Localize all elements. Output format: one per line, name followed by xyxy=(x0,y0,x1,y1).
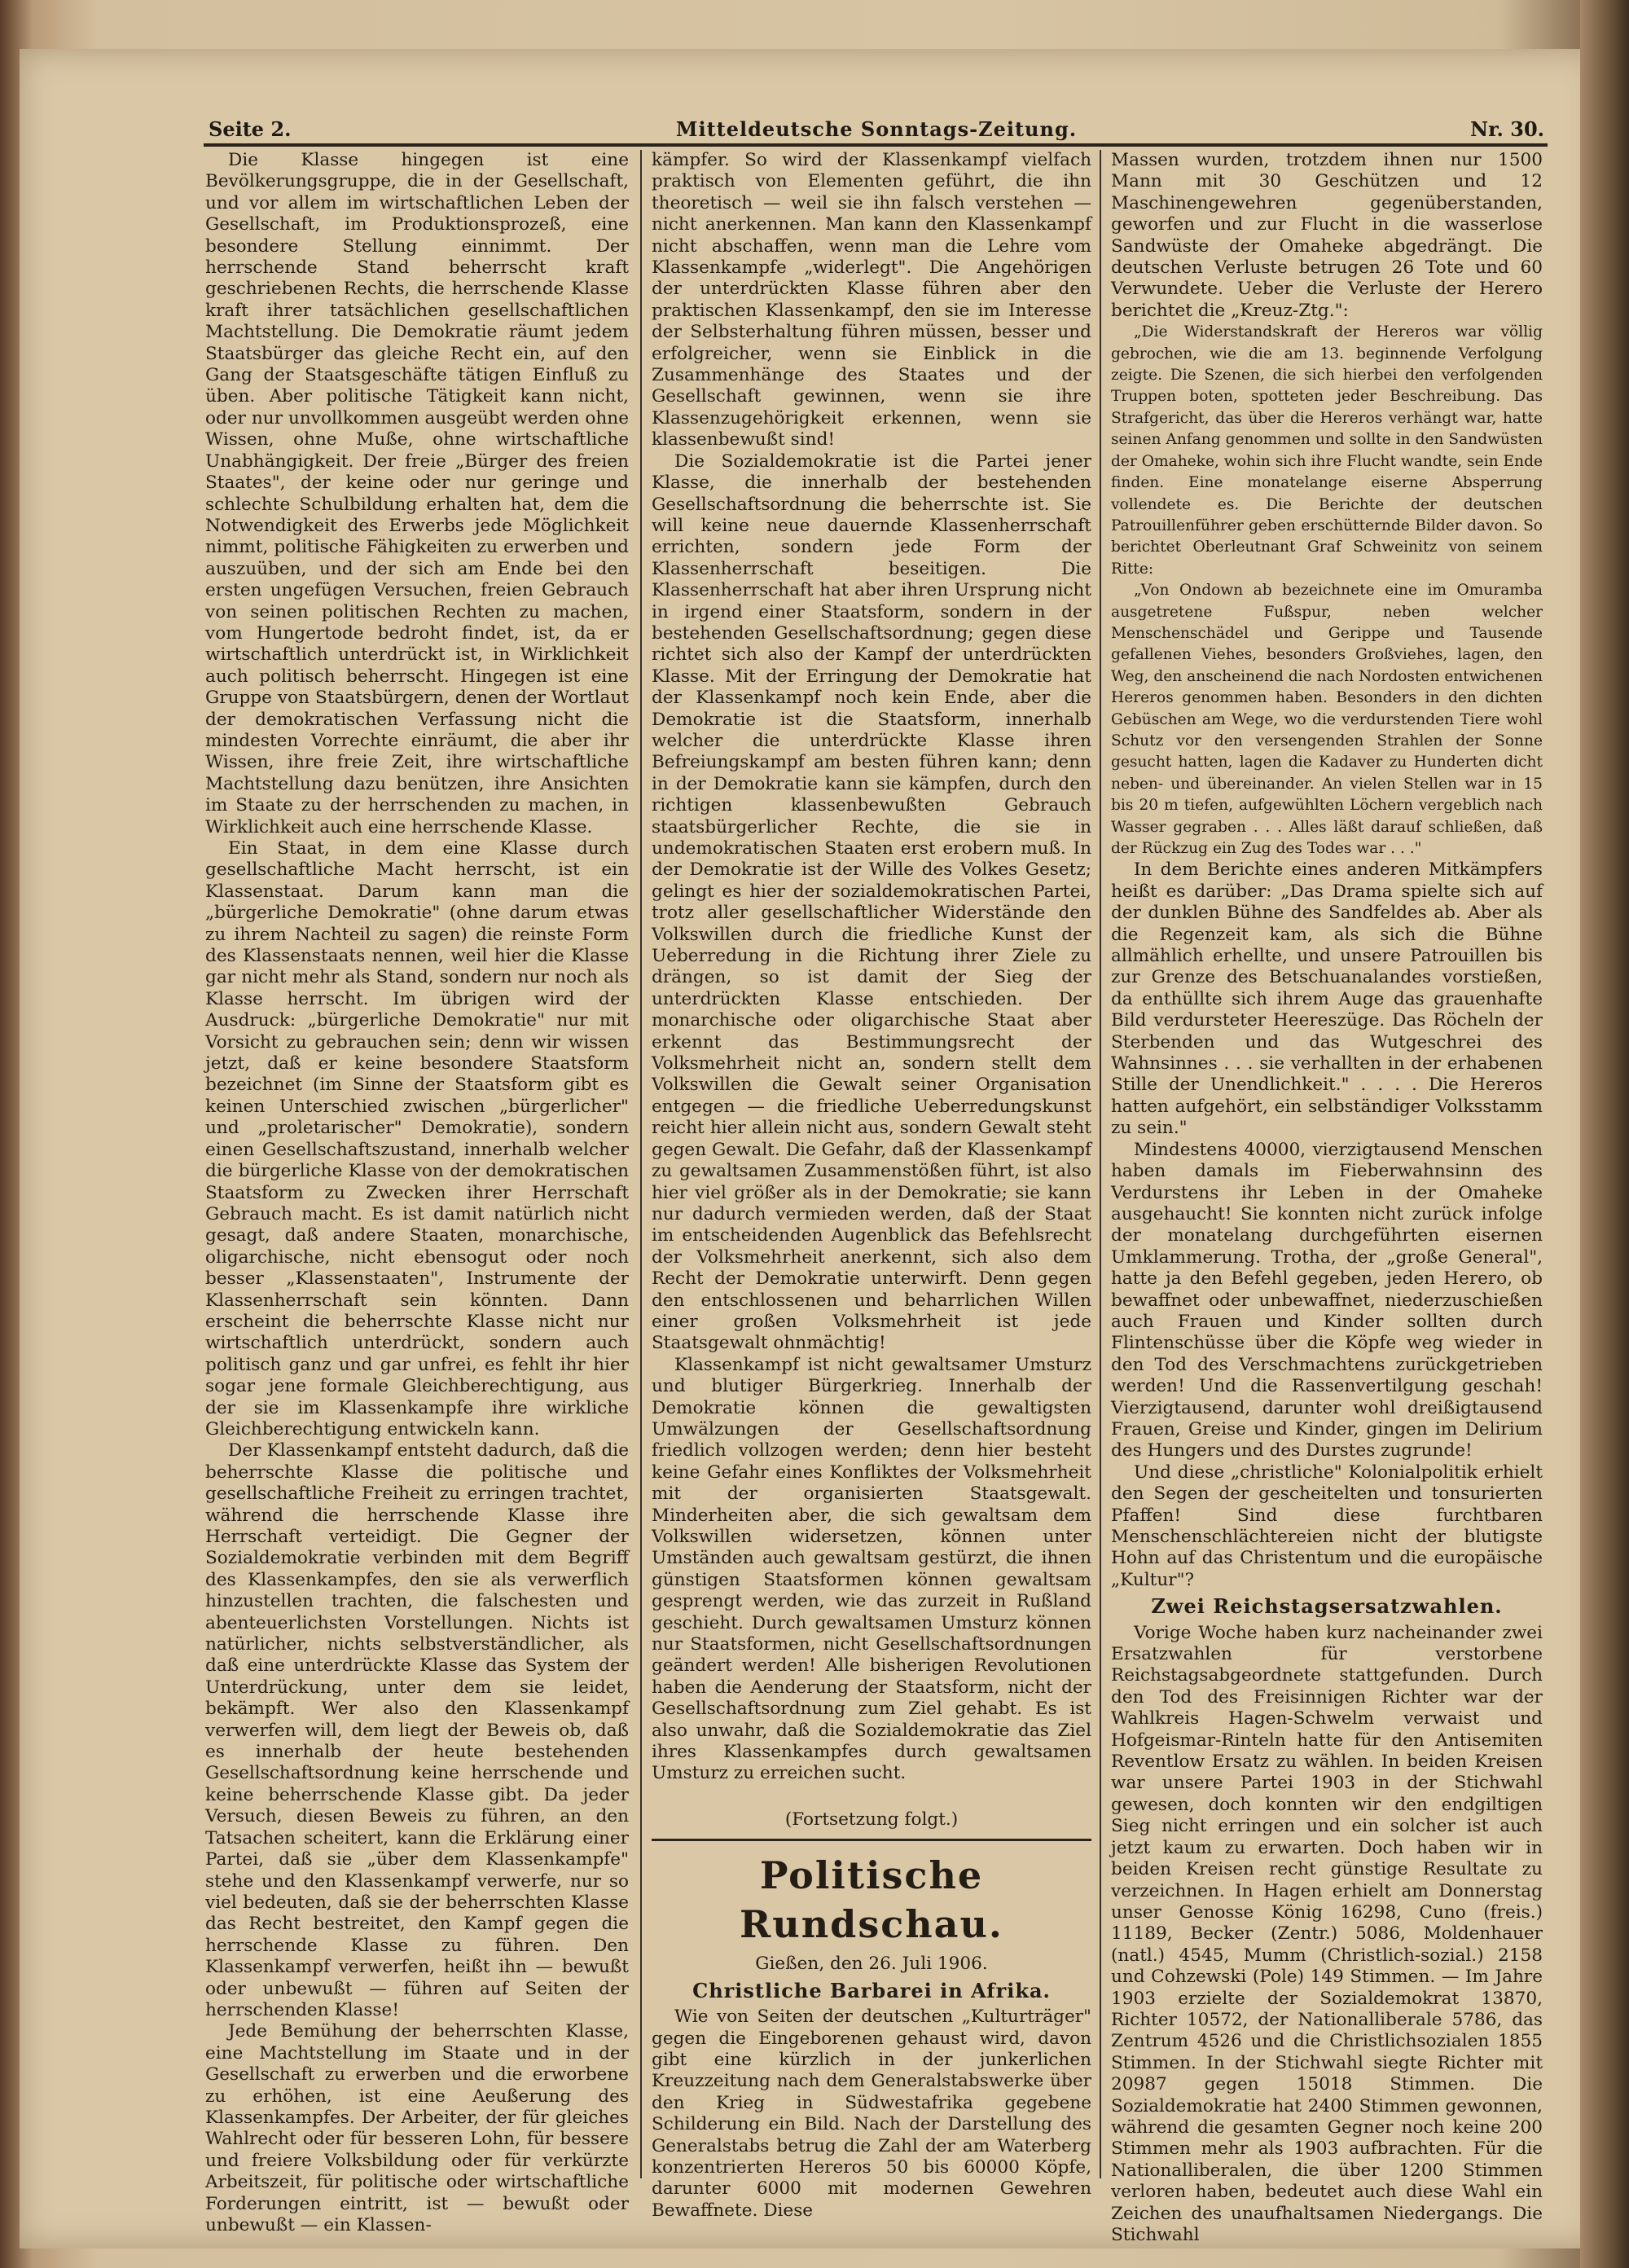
continued-note: (Fortsetzung folgt.) xyxy=(784,1809,959,1830)
section-rule xyxy=(652,1839,1091,1841)
paragraph: Der Klassenkampf entsteht dadurch, daß die beherrschte Klasse die politische und gesellschaftliche Freiheit zu erringen trachtet, während die herrschende Klasse ihre Herrschaft verteidigt. Die Gegner der Sozialdemokratie verbinden mit dem Begriff des Klassenkampfes, den sie als verwerflich hinzustellen trachten, die falschesten und abenteuerlichsten Vorstellungen. Nichts ist natürlicher, nichts selbstverständlicher, als daß eine unterdrückte Klasse das System der Unterdrückung, unter dem sie leidet, bekämpft. Wer also den Klassenkampf verwerfen will, dem liegt der Beweis ob, daß es innerhalb der heute bestehenden Gesellschaftsordnung keine herrschende und keine beherrschende Klasse gibt. Da jeder Versuch, diesen Beweis zu führen, an den Tatsachen scheitert, kann die Erklärung einer Partei, daß sie „über dem Klassenkampfe" stehe und den Klassenkampf verwerfe, nur so viel bedeuten, daß sie der beherrschten Klasse das Recht bestreitet, den Kampf gegen die herrschende Klasse zu führen. Den Klassenkampf verwerfen, heißt ihn — bewußt oder unbewußt — führen auf Seiten der herrschenden Klasse! xyxy=(205,1440,629,2020)
article-headline: Christliche Barbarei in Afrika. xyxy=(692,1978,1051,2002)
issue-number: Nr. 30. xyxy=(1470,117,1544,141)
dateline: Gießen, den 26. Juli 1906. xyxy=(755,1954,988,1975)
paragraph: kämpfer. So wird der Klassenkampf vielfach praktisch von Elementen geführt, die ihn theoretisch — weil sie ihn falsch verstehen — nicht anerkennen. Man kann den Klassenkampf nicht abschaffen, wenn man die Lehre vom Klassenkampfe „widerlegt". Die Angehörigen der unterdrückten Klasse führen aber den praktischen Klassenkampf, den sie im Interesse der Selbsterhaltung führen müssen, besser und erfolgreicher, wenn sie Einblick in die Zusammenhänge des Staates und der Gesellschaft gewinnen, wenn sie ihre Klassenzugehörigkeit erkennen, wenn sie klassenbewußt sind! xyxy=(652,150,1091,451)
paragraph: Klassenkampf ist nicht gewaltsamer Umsturz und blutiger Bürgerkrieg. Innerhalb der Demokratie können die gewaltigsten Umwälzungen der Gesellschaftsordnung friedlich vollzogen werden; denn hier besteht keine Gefahr eines Konfliktes der Volksmehrheit mit der organisierten Staatsgewalt. Minderheiten aber, die sich gewaltsam dem Volkswillen widersetzen, können unter Umständen auch gewaltsam gestürzt, die ihnen günstigen Staatsformen können gewaltsam gesprengt werden, wie das zurzeit in Rußland geschieht. Durch gewaltsamen Umsturz können nur Staatsformen, nicht Gesellschaftsordnungen geändert werden! Alle bisherigen Revolutionen haben die Aenderung der Staatsform, nicht der Gesellschaftsordnung zum Ziel gehabt. Es ist also unwahr, daß die Sozialdemokratie das Ziel ihres Klassenkampfes durch gewaltsamen Umsturz zu erreichen sucht. xyxy=(652,1354,1091,1784)
paragraph: In dem Berichte eines anderen Mitkämpfers heißt es darüber: „Das Drama spielte sich auf der dunklen Bühne des Sandfeldes ab. Aber als die Regenzeit kam, als sich die Bühne allmählich erhellte, und unsere Patrouillen bis zur Grenze des Betschuanalandes vorstießen, da enthüllte sich ihrem Auge das grauenhafte Bild verdursteter Heereszüge. Das Röcheln der Sterbenden und das Wutgeschrei des Wahnsinnes . . . sie verhallten in der erhabenen Stille der Unendlichkeit." . . . . Die Hereros hatten aufgehört, ein selbständiger Volksstamm zu sein." xyxy=(1111,859,1543,1139)
article-headline: Zwei Reichstagsersatzwahlen. xyxy=(1151,1594,1503,1619)
paragraph: Die Klasse hingegen ist eine Bevölkerungsgruppe, die in der Gesellschaft, und vor allem im wirtschaftlichen Leben der Gesellschaft, im Produktionsprozeß, eine besondere Stellung einnimmt. Der herrschende Stand beherrscht kraft geschriebenen Rechts, die herrschende Klasse kraft ihrer tatsächlichen gesellschaftlichen Machtstellung. Die Demokratie räumt jedem Staatsbürger das gleiche Recht ein, auf den Gang der Staatsgeschäfte tätigen Einfluß zu üben. Aber politische Tätigkeit kann nicht, oder nur unvollkommen ausgeübt werden ohne Wissen, ohne Muße, ohne wirtschaftliche Unabhängigkeit. Der freie „Bürger des freien Staates", der keine oder nur geringe und schlechte Schulbildung erhalten hat, dem die Notwendigkeit des Erwerbs jede Möglichkeit nimmt, politische Fähigkeiten zu erwerben und auszuüben, und der sich am Ende bei den ersten ungefügen Versuchen, freien Gebrauch von seinen politischen Rechten zu machen, vom Hungertode bedroht findet, ist, da er wirtschaftlich unterdrückt ist, in Wirklichkeit auch politisch beherrscht. Hingegen ist eine Gruppe von Staatsbürgern, denen der Wortlaut der demokratischen Verfassung nicht die mindesten Vorrechte einräumt, die aber ihr Wissen, ihre freie Zeit, ihre wirtschaftliche Machtstellung dazu benützen, ihre Ansichten im Staate zu der herrschenden zu machen, in Wirklichkeit auch eine herrschende Klasse. xyxy=(205,150,629,837)
paragraph: Vorige Woche haben kurz nacheinander zwei Ersatzwahlen für verstorbene Reichstagsabgeordnete stattgefunden. Durch den Tod des Freisinnigen Richter war der Wahlkreis Hagen-Schwelm verwaist und Hofgeismar-Rinteln hatte für den Antisemiten Reventlow Ersatz zu wählen. In beiden Kreisen war unsere Partei 1903 in der Stichwahl gewesen, doch konnten wir den endgiltigen Sieg nicht erringen und ein solcher ist auch jetzt kaum zu erwarten. Doch haben wir in beiden Kreisen recht günstige Resultate zu verzeichnen. In Hagen erhielt am Donnerstag unser Genosse König 16298, Cuno (freis.) 11189, Becker (Zentr.) 5086, Moldenhauer (natl.) 4545, Mumm (Christlich-sozial.) 2158 und Cohzewski (Pole) 149 Stimmen. — Im Jahre 1903 erzielte der Sozialdemokrat 13870, Richter 10572, der Nationalliberale 5786, das Zentrum 4526 und die Christlichsozialen 1855 Stimmen. In der Stichwahl siegte Richter mit 20987 gegen 15018 Stimmen. Die Sozialdemokratie hat 2400 Stimmen gewonnen, während die gesamten Gegner noch keine 200 Stimmen mehr als 1903 aufbrachten. Für die Nationalliberalen, die über 1200 Stimmen verloren haben, bedeutet auch diese Wahl ein Zeichen des unaufhaltsamen Niedergangs. Die Stichwahl xyxy=(1111,1622,1543,2245)
column-divider-2 xyxy=(1100,150,1101,2178)
paragraph: Mindestens 40000, vierzigtausend Menschen haben damals im Fieberwahnsinn des Verdurstens ihr Leben in der Omaheke ausgehaucht! Sie konnten nicht zurück infolge der monatelang durchgeführten eisernen Umklammerung. Trotha, der „große General", hatte ja den Befehl gegeben, jeden Herero, ob bewaffnet oder unbewaffnet, niederzuschießen auch Frauen und Kinder sollten durch Flintenschüsse über die Köpfe weg wieder in den Tod des Verschmachtens zurückgetrieben werden! Und die Rassenvertilgung geschah! Vierzigtausend, darunter wohl dreißigtausend Frauen, Greise und Kinder, gingen im Delirium des Hungers und des Durstes zugrunde! xyxy=(1111,1139,1543,1461)
newspaper-title: Mitteldeutsche Sonntags-Zeitung. xyxy=(675,117,1078,141)
page-number: Seite 2. xyxy=(209,117,292,141)
column-1 xyxy=(205,150,629,2235)
paragraph: Wie von Seiten der deutschen „Kulturträger" gegen die Eingeborenen gehaust wird, davon gibt eine kürzlich in der junkerlichen Kreuzzeitung nach dem Generalstabswerke über den Krieg in Südwestafrika gegebene Schilderung ein Bild. Nach der Darstellung des Generalstabs betrug die Zahl der am Waterberg konzentrierten Hereros 50 bis 60000 Köpfe, darunter 6000 mit modernen Gewehren Bewaffnete. Diese xyxy=(652,2006,1091,2221)
column-3 xyxy=(1111,150,1543,2245)
quote-paragraph: „Von Ondown ab bezeichnete eine im Omuramba ausgetretene Fußspur, neben welcher Menschenschädel und Gerippe und Tausende gefallenen Viehes, besonders Großviehes, lagen, den Weg, den anscheinend die nach Nordosten entwichenen Hereros genommen haben. Besonders in den dichten Gebüschen am Wege, wo die verdurstenden Tiere wohl Schutz vor den versengenden Strahlen der Sonne gesucht hatten, lagen die Kadaver zu Hunderten dicht neben- und übereinander. An vielen Stellen war in 15 bis 20 m tiefen, aufgewühlten Löchern vergeblich nach Wasser gegraben . . . Alles läßt darauf schließen, daß der Rückzug ein Zug des Todes war . . ." xyxy=(1111,582,1543,857)
book-edge xyxy=(1580,0,1629,2268)
paragraph: Jede Bemühung der beherrschten Klasse, eine Machtstellung im Staate und in der Gesellschaft zu erwerben und die erworbene zu erhöhen, ist eine Aeußerung des Klassenkampfes. Der Arbeiter, der für gleiches Wahlrecht oder für besseren Lohn, für bessere und freiere Volksbildung oder für verkürzte Arbeitszeit, für politische oder wirtschaftliche Forderungen eintritt, ist — bewußt oder unbewußt — ein Klassen- xyxy=(205,2021,629,2235)
column-2 xyxy=(652,150,1091,2221)
column-divider-1 xyxy=(640,150,642,2178)
paragraph: Die Sozialdemokratie ist die Partei jener Klasse, die innerhalb der bestehenden Gesellschaftsordnung die beherrschte ist. Sie will keine neue dauernde Klassenherrschaft errichten, sondern jede Form der Klassenherrschaft beseitigen. Die Klassenherrschaft hat aber ihren Ursprung nicht in irgend einer Staatsform, sondern in der bestehenden Gesellschaftsordnung; gegen diese richtet sich also der Kampf der unterdrückten Klasse. Mit der Erringung der Demokratie hat der Klassenkampf noch kein Ende, aber die Demokratie ist die Staatsform, innerhalb welcher die unterdrückte Klasse ihren Befreiungskampf am besten führen kann; denn in der Demokratie kann sie kämpfen, durch den richtigen klassenbewußten Gebrauch staatsbürgerlicher Rechte, die sie in undemokratischen Staaten erst erobern muß. In der Demokratie ist der Wille des Volkes Gesetz; gelingt es hier der sozialdemokratischen Partei, trotz aller gesellschaftlicher Widerstände den Volkswillen durch die friedliche Kunst der Ueberredung in die Richtung ihrer Ziele zu drängen, so ist damit der Sieg der unterdrückten Klasse entschieden. Der monarchische oder oligarchische Staat aber erkennt das Bestimmungsrecht der Volksmehrheit nicht an, sondern stellt dem Volkswillen die Gewalt seiner Organisation entgegen — die friedliche Ueberredungskunst reicht hier allein nicht aus, sondern Gewalt steht gegen Gewalt. Die Gefahr, daß der Klassenkampf zu gewaltsamen Zusammenstößen führt, ist also hier viel größer als in der Demokratie; sie kann nur dadurch vermieden werden, daß der Staat im entscheidenden Augenblick das Befehlsrecht der Volksmehrheit anerkennt, sich also dem Recht der Demokratie unterwirft. Denn gegen den entschlossenen und beharrlichen Willen einer großen Volksmehrheit ist jede Staatsgewalt ohnmächtig! xyxy=(652,451,1091,1354)
header-rule xyxy=(204,143,1548,147)
quote-paragraph: „Die Widerstandskraft der Hereros war völlig gebrochen, wie die am 13. beginnende Verfolgung zeigte. Die Szenen, die sich hierbei den verfolgenden Truppen boten, spotteten jeder Beschreibung. Das Strafgericht, das über die Hereros verhängt war, hatte seinen Anfang genommen und sollte in den Sandwüsten der Omaheke, wohin sich ihre Flucht wandte, sein Ende finden. Eine monatelange eiserne Absperrung vollendete es. Die Berichte der deutschen Patrouillenführer geben erschütternde Bilder davon. So berichtet Oberleutnant Graf Schweinitz von seinem Ritte: xyxy=(1111,323,1543,578)
section-title: Politische Rundschau. xyxy=(740,1853,1003,1947)
paragraph: Ein Staat, in dem eine Klasse durch gesellschaftliche Macht herrscht, ist ein Klassenstaat. Darum kann man die „bürgerliche Demokratie" (ohne darum etwas zu ihrem Nachteil zu sagen) die reinste Form des Klassenstaats nennen, weil hier die Klasse gar nicht mehr als Stand, sondern nur noch als Klasse herrscht. Im übrigen wird der Ausdruck: „bürgerliche Demokratie" nur mit Vorsicht zu gebrauchen sein; denn wir wissen jetzt, daß er keine besondere Staatsform bezeichnet (im Sinne der Staatsform gibt es keinen Unterschied zwischen „bürgerlicher" und „proletarischer" Demokratie), sondern einen Gesellschaftszustand, innerhalb welcher die bürgerliche Klasse von der demokratischen Staatsform zu Zwecken ihrer Herrschaft Gebrauch macht. Es ist damit natürlich nicht gesagt, daß andere Staaten, monarchische, oligarchische, nicht ebensogut oder noch besser „Klassenstaaten", Instrumente der Klassenherrschaft sein könnten. Dann erscheint die beherrschte Klasse nicht nur wirtschaftlich unterdrückt, sondern auch politisch ganz und gar unfrei, es fehlt ihr hier sogar jene formale Gleichberechtigung, aus der sie im Klassenkampfe ihre wirkliche Gleichberechtigung entwickeln kann. xyxy=(205,838,629,1439)
paragraph: Massen wurden, trotzdem ihnen nur 1500 Mann mit 30 Geschützen und 12 Maschinengewehren gegenüberstanden, geworfen und zur Flucht in die wasserlose Sandwüste der Omaheke abgedrängt. Die deutschen Verluste betrugen 26 Tote und 60 Verwundete. Ueber die Verluste der Herero berichtet die „Kreuz-Ztg.": xyxy=(1111,150,1543,321)
paragraph: Und diese „christliche" Kolonialpolitik erhielt den Segen der gescheitelten und tonsurierten Pfaffen! Sind diese furchtbaren Menschenschlächtereien nicht der blutigste Hohn auf das Christentum und die europäische „Kultur"? xyxy=(1111,1461,1543,1590)
